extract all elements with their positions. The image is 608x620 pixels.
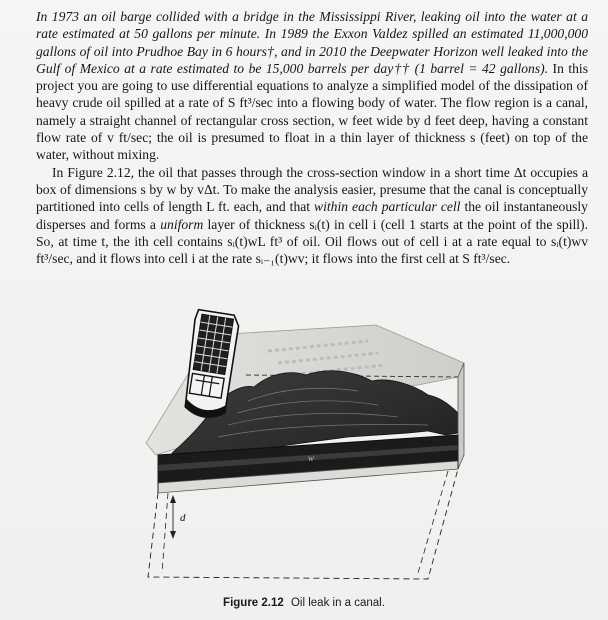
label-d: d [180, 512, 186, 524]
para2-italic-2: uniform [160, 216, 204, 232]
paragraph-figure-description [36, 164, 588, 268]
canal-depth-inner-left [162, 493, 168, 573]
para2-text-1: In Figure 2.12, the oil that passes through the cross-section window in a short time Δt occupies a box of dimensions s by w by vΔt. To make the analysis easier, presume that the canal is conceptually partitioned into cells of length L ft. each, and that [36, 164, 588, 215]
intro-roman-text: In this project you are going to use differential equations to analyze a simplified model of the dissipation of heavy crude oil spilled at a rate of S ft³/sec into a flowing body of water. The flow region is a canal, namely a straight channel of rectangular cross section, w feet wide by d feet deep, having a constant flow rate of v ft/sec; the oil is presumed to float in a thin layer of thickness s (feet) on top of the water, without mixing. [36, 60, 588, 163]
canal-right-face [458, 363, 464, 469]
canal-figure [128, 305, 488, 587]
figure-caption [0, 597, 608, 609]
paragraph-intro [36, 8, 588, 164]
caption-number: Figure 2.12 [223, 597, 284, 609]
depth-arrow-head-top [170, 495, 176, 503]
tanker-bridge [189, 373, 224, 398]
body-text [36, 8, 588, 267]
para2-text-2: the oil instantaneously disperses and forms a [36, 199, 588, 232]
label-w: w [308, 453, 315, 463]
para2-text-3: layer of thickness sᵢ(t) in cell i (cell 1 starts at the point of the spill). So, at time t, the ith cell contains sᵢ(t)wL ft³ of oil. Oil flows out of cell i at a rate equal to sᵢ(t)wv ft³/sec, and it flows into cell i at the rate sᵢ₋₁(t)wv; it flows into the first cell at S ft³/sec. [36, 216, 588, 267]
depth-arrow-head-bottom [170, 531, 176, 539]
caption-text: Oil leak in a canal. [290, 597, 385, 609]
canal-illustration [128, 305, 488, 587]
intro-italic-text: In 1973 an oil barge collided with a bridge in the Mississippi River, leaking oil into the water at a rate estimated at 50 gallons per minute. In 1989 the Exxon Valdez spilled an estimated 11,000,000 gallons of oil into Prudhoe Bay in 6 hours†, and in 2010 the Deepwater Horizon well leaked into the Gulf of Mexico at a rate estimated to be 15,000 barrels per day†† (1 barrel = 42 gallons). [36, 9, 588, 76]
para2-italic-1: within each particular cell [314, 199, 461, 215]
